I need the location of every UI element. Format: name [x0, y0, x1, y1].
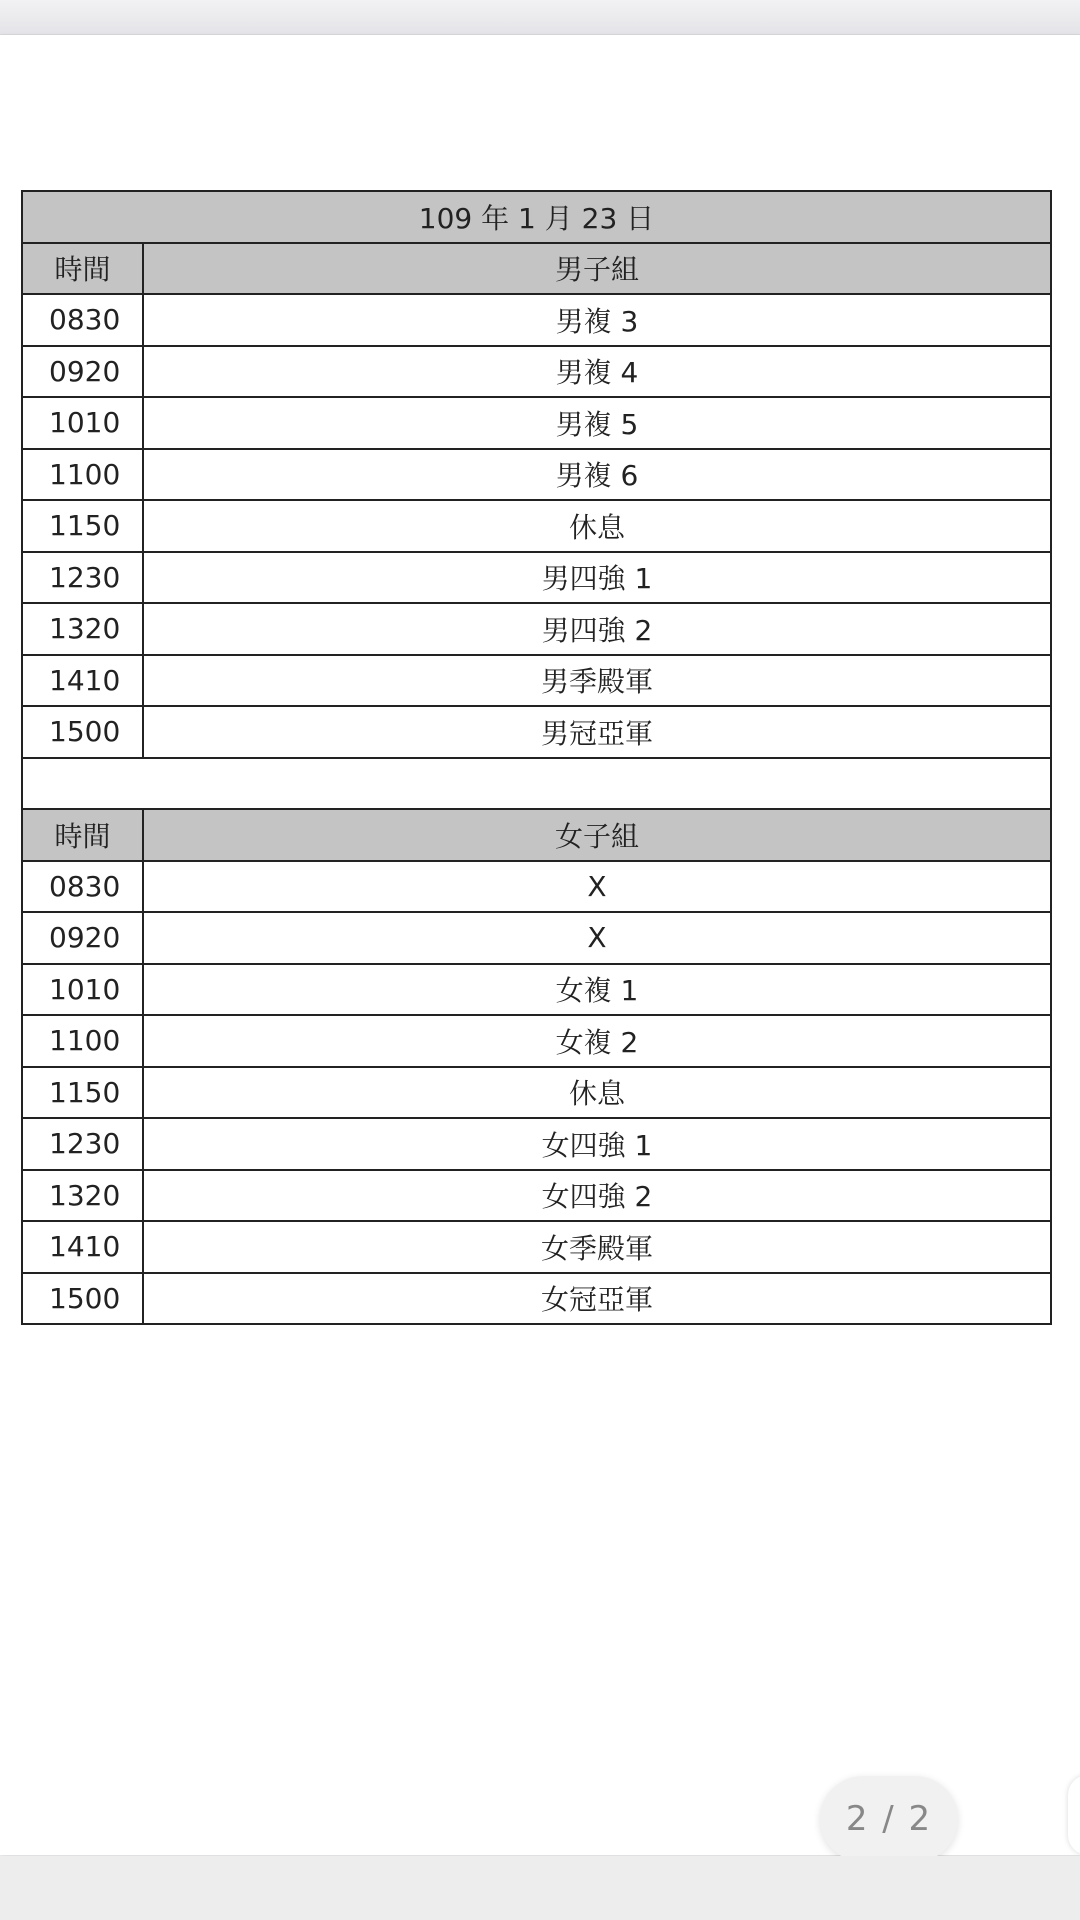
- time-cell: 1100: [22, 449, 143, 501]
- women-time-header: 時間: [22, 809, 143, 861]
- table-row: [22, 912, 1051, 964]
- table-row: [22, 1273, 1051, 1325]
- time-cell: 0830: [22, 861, 143, 913]
- event-cell: 休息: [143, 1067, 1051, 1119]
- time-cell: 1410: [22, 655, 143, 707]
- event-cell: 男季殿軍: [143, 655, 1051, 707]
- date-title: 109 年 1 月 23 日: [22, 191, 1051, 243]
- event-cell: 女四強 2: [143, 1170, 1051, 1222]
- table-row: [22, 1118, 1051, 1170]
- time-cell: 0830: [22, 294, 143, 346]
- time-cell: 1230: [22, 552, 143, 604]
- time-cell: 1410: [22, 1221, 143, 1273]
- time-cell: 0920: [22, 912, 143, 964]
- event-cell: 男四強 1: [143, 552, 1051, 604]
- spacer-row: [22, 758, 1051, 810]
- event-cell: 休息: [143, 500, 1051, 552]
- time-cell: 1010: [22, 964, 143, 1016]
- event-cell: X: [143, 861, 1051, 913]
- women-group-header: 女子組: [143, 809, 1051, 861]
- men-time-header: 時間: [22, 243, 143, 295]
- table-row: [22, 1221, 1051, 1273]
- time-cell: 1320: [22, 1170, 143, 1222]
- table-row: [22, 397, 1051, 449]
- table-row: [22, 964, 1051, 1016]
- table-row: [22, 1170, 1051, 1222]
- event-cell: 男四強 2: [143, 603, 1051, 655]
- event-cell: 女四強 1: [143, 1118, 1051, 1170]
- document-page: [0, 35, 1080, 1855]
- time-cell: 1150: [22, 1067, 143, 1119]
- schedule-table: [21, 190, 1052, 1325]
- men-header-row: [22, 243, 1051, 295]
- event-cell: 女季殿軍: [143, 1221, 1051, 1273]
- time-cell: 1100: [22, 1015, 143, 1067]
- table-row: [22, 500, 1051, 552]
- table-row: [22, 552, 1051, 604]
- event-cell: 男複 4: [143, 346, 1051, 398]
- event-cell: 男冠亞軍: [143, 706, 1051, 758]
- time-cell: 0920: [22, 346, 143, 398]
- women-header-row: [22, 809, 1051, 861]
- event-cell: X: [143, 912, 1051, 964]
- table-row: [22, 346, 1051, 398]
- spacer-cell: [22, 758, 1051, 810]
- time-cell: 1230: [22, 1118, 143, 1170]
- date-title-row: [22, 191, 1051, 243]
- table-row: [22, 655, 1051, 707]
- table-row: [22, 1015, 1051, 1067]
- event-cell: 女複 2: [143, 1015, 1051, 1067]
- table-row: [22, 861, 1051, 913]
- time-cell: 1320: [22, 603, 143, 655]
- event-cell: 男複 5: [143, 397, 1051, 449]
- event-cell: 女複 1: [143, 964, 1051, 1016]
- table-row: [22, 603, 1051, 655]
- time-cell: 1150: [22, 500, 143, 552]
- side-edge-handle[interactable]: [1068, 1775, 1080, 1855]
- event-cell: 男複 6: [143, 449, 1051, 501]
- time-cell: 1500: [22, 706, 143, 758]
- men-group-header: 男子組: [143, 243, 1051, 295]
- table-row: [22, 1067, 1051, 1119]
- top-toolbar-strip: [0, 0, 1080, 35]
- time-cell: 1010: [22, 397, 143, 449]
- table-row: [22, 706, 1051, 758]
- event-cell: 男複 3: [143, 294, 1051, 346]
- table-row: [22, 294, 1051, 346]
- event-cell: 女冠亞軍: [143, 1273, 1051, 1325]
- page-indicator[interactable]: 2 / 2: [820, 1776, 958, 1862]
- time-cell: 1500: [22, 1273, 143, 1325]
- table-row: [22, 449, 1051, 501]
- bottom-bar-strip: [0, 1856, 1080, 1920]
